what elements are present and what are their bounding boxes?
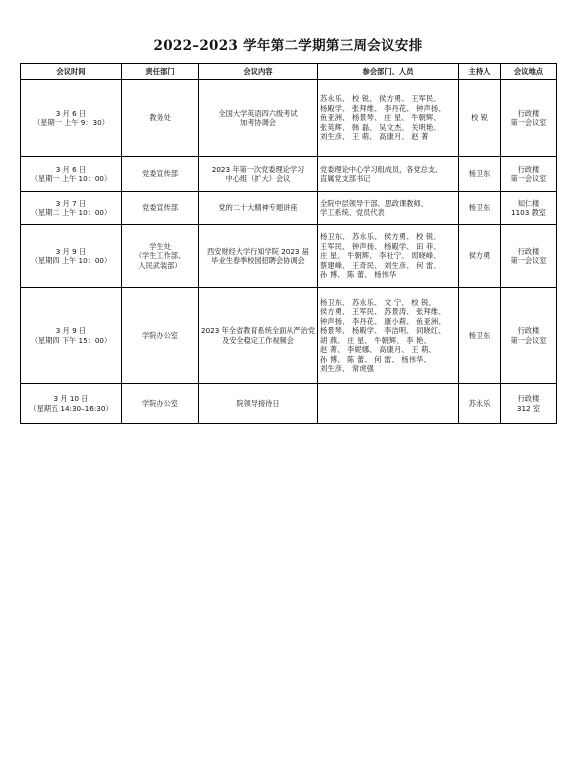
content-line: 2023 年第一次党委理论学习 (211, 164, 305, 174)
attendees-cell (318, 288, 459, 384)
table-row (21, 384, 557, 424)
dept-cell (122, 384, 199, 424)
content-cell (199, 288, 318, 384)
location-building: 行政楼 (517, 326, 540, 335)
dept-cell (122, 192, 199, 225)
location-cell (501, 288, 557, 384)
attendees-cell (318, 192, 459, 225)
header-attendees: 参会部门、人员 (318, 64, 459, 80)
attendees-line: 学工系统、党员代表 (320, 208, 385, 217)
location-building: 行政楼 (517, 108, 540, 118)
location-cell (501, 192, 557, 225)
location-cell (501, 384, 557, 424)
dept-name: 人民武装部） (138, 260, 182, 270)
attendees-line: 侯方勇、 王军民、 苏景涛、 张拜维、 (320, 307, 446, 316)
attendees-line: 杨卫东、 苏永乐、 文 宁、 校 锐、 (320, 297, 436, 307)
content-cell (199, 192, 318, 225)
meeting-date: 3 月 9 日 (55, 326, 87, 335)
attendees-line: 刘生彦、 常虎强 (320, 364, 375, 373)
page-title: 2022–2023 学年第二学期第三周会议安排 (153, 38, 423, 54)
meeting-time-cell (21, 80, 122, 157)
content-line: 党的二十大精神专题讲座 (218, 203, 298, 213)
dept-cell (122, 80, 199, 157)
meeting-weekday-time: （星期四 上午 10：00） (30, 256, 112, 265)
dept-name: 学生处 (149, 241, 171, 251)
table-row (21, 225, 557, 288)
attendees-line: 庄 星、 牛朝辉、 李社宁、 周晓峰、 (320, 251, 441, 261)
meeting-weekday-time: （星期四 下午 15：00） (30, 335, 112, 345)
meeting-date: 3 月 9 日 (55, 246, 87, 256)
location-building: 行政楼 (517, 246, 540, 256)
table-row (21, 192, 557, 225)
content-line: 全国大学英语四六级考试 (218, 108, 298, 118)
table-row (21, 288, 557, 384)
dept-cell (122, 288, 199, 384)
header-meeting-time: 会议时间 (21, 64, 122, 80)
attendees-line: 刘生彦、 王 萌、 高康月、 赵 菁 (320, 132, 429, 142)
meeting-date: 3 月 7 日 (55, 198, 87, 208)
content-line: 院领导接待日 (236, 398, 280, 408)
header-location: 会议地点 (501, 64, 557, 80)
content-cell (199, 157, 318, 192)
attendees-line: 孙 博、 陈 蕾、 杨伟华 (320, 270, 397, 280)
content-cell (199, 225, 318, 288)
location-room: 第一会议室 (510, 174, 547, 183)
location-room: 1103 教室 (511, 208, 546, 217)
location-building: 行政楼 (517, 394, 540, 403)
attendees-line: 钟声扬、 李丹花、 康小莉、 鱼亚洲、 (320, 316, 446, 326)
location-room: 312 室 (516, 403, 541, 413)
table-header-row (21, 64, 557, 80)
content-line: 中心组（扩大）会议 (225, 174, 291, 183)
dept-name: （学生工作部、 (134, 251, 186, 261)
dept-cell (122, 225, 199, 288)
attendees-line: 党委理论中心学习组成员，各党总支、 (320, 164, 443, 174)
attendees-line: 直属党支部书记 (320, 174, 371, 183)
content-line: 及安全稳定工作视频会 (222, 335, 294, 345)
dept-name: 教务处 (149, 113, 171, 123)
dept-name: 学院办公室 (142, 398, 178, 408)
attendees-cell (318, 157, 459, 192)
host-cell: 侯方勇 (459, 225, 501, 288)
meeting-time-cell (21, 384, 122, 424)
attendees-line: 赵 菁、 李妮娜、 高康月、 王 萌、 (320, 345, 436, 354)
location-room: 第一会议室 (510, 256, 547, 265)
host-cell: 校 锐 (459, 80, 501, 157)
meeting-time-cell (21, 192, 122, 225)
meeting-date: 3 月 10 日 (53, 394, 89, 403)
content-line: 毕业生春季校园招聘会协调会 (211, 256, 305, 265)
host-cell: 杨卫东 (459, 192, 501, 225)
table-row (21, 157, 557, 192)
attendees-line: 张英辉、 韩 磊、 吴文杰、 关明艳、 (320, 122, 441, 132)
meeting-time-cell (21, 288, 122, 384)
dept-cell (122, 157, 199, 192)
dept-name: 党委宣传部 (142, 169, 178, 179)
attendees-line: 王军民、 钟声扬、 杨殿学、 田 菲、 (320, 241, 441, 251)
dept-name: 党委宣传部 (142, 203, 178, 213)
content-cell (199, 80, 318, 157)
attendees-cell (318, 80, 459, 157)
header-responsible-dept: 责任部门 (122, 64, 199, 80)
content-line: 加考协调会 (240, 118, 276, 127)
meeting-weekday-time: （星期一 上午 9：30） (33, 118, 109, 127)
attendees-cell (318, 225, 459, 288)
meeting-time-cell (21, 157, 122, 192)
attendees-line: 杨卫东、 苏永乐、 侯方勇、 校 锐、 (320, 232, 441, 242)
host-cell: 杨卫东 (459, 288, 501, 384)
location-building: 行政楼 (517, 164, 540, 174)
location-room: 第一会议室 (510, 335, 547, 345)
location-cell (501, 225, 557, 288)
attendees-line: 鱼亚洲、 杨景琴、 庄 星、 牛朝辉、 (320, 113, 441, 123)
attendees-line: 苏永乐、 校 锐、 侯方勇、 王军民、 (320, 94, 441, 104)
location-building: 知仁楼 (517, 198, 540, 208)
header-meeting-content: 会议内容 (199, 64, 318, 80)
host-cell: 杨卫东 (459, 157, 501, 192)
location-cell (501, 80, 557, 157)
meeting-time-cell (21, 225, 122, 288)
attendees-cell (318, 384, 459, 424)
dept-name: 学院办公室 (142, 330, 178, 340)
meeting-weekday-time: （星期五 14:30–16:30） (29, 403, 113, 413)
table-row (21, 80, 557, 157)
attendees-line: 孙 博、 陈 蕾、 何 雷、 杨伟华、 (320, 354, 431, 364)
attendees-line: 杨景琴、 杨殿学、 李洁明、 同晓红、 (320, 326, 446, 335)
attendees-line: 杨殿学、 张拜维、 李丹花、 钟声扬、 (320, 103, 446, 113)
content-line: 西安财经大学行知学院 2023 届 (207, 246, 309, 256)
attendees-line: 蔡建峰、 王奇民、 刘生彦、 何 雷、 (320, 260, 441, 270)
location-room: 第一会议室 (510, 118, 547, 127)
location-cell (501, 157, 557, 192)
header-host: 主持人 (459, 64, 501, 80)
meeting-date: 3 月 6 日 (55, 164, 87, 174)
content-line: 2023 年全省教育系统全面从严治党 (201, 326, 316, 335)
meeting-weekday-time: （星期二 上午 10：00） (30, 208, 112, 217)
host-cell: 苏永乐 (459, 384, 501, 424)
content-cell (199, 384, 318, 424)
meeting-weekday-time: （星期一 上午 10：00） (30, 174, 112, 183)
attendees-line: 胡 燕、 庄 星、 牛朝辉、 李 艳、 (320, 335, 431, 345)
attendees-line: 全院中层领导干部、思政课教师、 (320, 198, 428, 208)
meeting-schedule-table (20, 63, 557, 424)
meeting-date: 3 月 6 日 (55, 108, 87, 118)
